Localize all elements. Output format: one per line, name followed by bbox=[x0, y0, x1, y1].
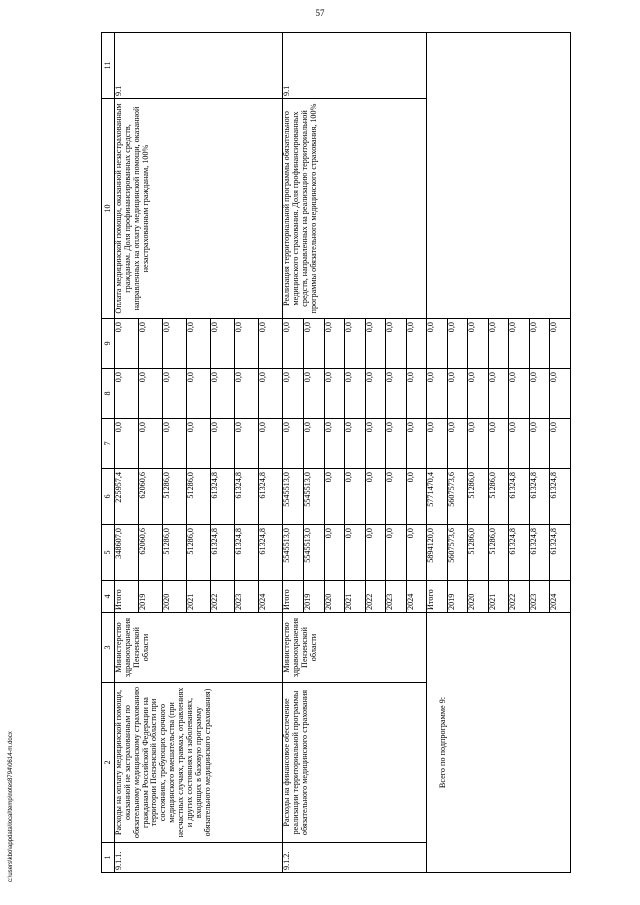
amount-cell: 0,0 bbox=[115, 419, 139, 469]
amount-cell: 5545513,0 bbox=[283, 469, 304, 525]
amount-cell: 0,0 bbox=[427, 369, 448, 419]
amount-cell: 0,0 bbox=[529, 419, 550, 469]
amount-cell: 61324,8 bbox=[550, 525, 571, 581]
amount-cell: 0,0 bbox=[139, 319, 163, 369]
amount-cell: 0,0 bbox=[303, 419, 324, 469]
amount-cell: 0,0 bbox=[529, 319, 550, 369]
measure-number: 9.1.2. bbox=[283, 843, 427, 873]
year-cell: 2019 bbox=[139, 581, 163, 613]
amount-cell: 5607573,6 bbox=[447, 525, 468, 581]
year-cell: 2020 bbox=[324, 581, 345, 613]
year-cell: Итого bbox=[283, 581, 304, 613]
amount-cell: 51286,0 bbox=[488, 525, 509, 581]
amount-cell: 0,0 bbox=[345, 369, 366, 419]
amount-cell: 0,0 bbox=[406, 525, 427, 581]
year-cell: Итого bbox=[115, 581, 139, 613]
amount-cell: 5545513,0 bbox=[303, 525, 324, 581]
amount-cell: 0,0 bbox=[529, 369, 550, 419]
amount-cell: 0,0 bbox=[386, 525, 407, 581]
header-row bbox=[102, 33, 115, 873]
amount-cell: 62060,6 bbox=[139, 469, 163, 525]
amount-cell: 0,0 bbox=[386, 419, 407, 469]
amount-cell: 5894120,0 bbox=[427, 525, 448, 581]
year-cell: 2019 bbox=[303, 581, 324, 613]
amount-cell: 0,0 bbox=[345, 419, 366, 469]
amount-cell: 0,0 bbox=[406, 369, 427, 419]
header-cell: 11 bbox=[102, 33, 115, 99]
amount-cell: 61324,8 bbox=[509, 469, 530, 525]
amount-cell: 348607,0 bbox=[115, 525, 139, 581]
amount-cell: 0,0 bbox=[427, 419, 448, 469]
amount-cell: 0,0 bbox=[211, 419, 235, 469]
file-path-footer: c:\users\kbo\appdata\local\temp\notes8794\0614-m.docx bbox=[8, 731, 14, 882]
amount-cell: 0,0 bbox=[447, 369, 468, 419]
amount-cell: 0,0 bbox=[365, 469, 386, 525]
amount-cell: 0,0 bbox=[509, 319, 530, 369]
amount-cell: 0,0 bbox=[283, 419, 304, 469]
amount-cell: 0,0 bbox=[550, 369, 571, 419]
table-body bbox=[115, 33, 571, 873]
header-cell: 4 bbox=[102, 581, 115, 613]
header-cell: 8 bbox=[102, 369, 115, 419]
year-cell: 2024 bbox=[259, 581, 283, 613]
amount-cell: 0,0 bbox=[235, 319, 259, 369]
amount-cell: 0,0 bbox=[139, 369, 163, 419]
amount-cell: 0,0 bbox=[115, 369, 139, 419]
amount-cell: 0,0 bbox=[406, 469, 427, 525]
amount-cell: 51286,0 bbox=[187, 469, 211, 525]
amount-cell: 5771470,4 bbox=[427, 469, 448, 525]
amount-cell: 0,0 bbox=[324, 525, 345, 581]
header-cell: 1 bbox=[102, 843, 115, 873]
indicator-text: Реализация территориальной программы обязательного медицинского страхования. Доля профинансированных средств, направленных на реализацию территориальной программы обязательного медицинского страхования, 100% bbox=[283, 99, 427, 319]
year-cell: 2024 bbox=[406, 581, 427, 613]
year-cell: 2021 bbox=[345, 581, 366, 613]
amount-cell: 0,0 bbox=[509, 369, 530, 419]
amount-cell: 0,0 bbox=[187, 369, 211, 419]
year-cell: 2021 bbox=[187, 581, 211, 613]
amount-cell: 0,0 bbox=[324, 419, 345, 469]
amount-cell: 0,0 bbox=[259, 369, 283, 419]
amount-cell: 0,0 bbox=[488, 319, 509, 369]
indicator-code: 9.1 bbox=[115, 33, 283, 99]
executor: Министерство здравоохранения Пензенской области bbox=[283, 613, 427, 683]
amount-cell: 0,0 bbox=[163, 419, 187, 469]
page-number: 57 bbox=[315, 8, 325, 18]
amount-cell: 0,0 bbox=[406, 419, 427, 469]
amount-cell: 51286,0 bbox=[468, 525, 489, 581]
total-row bbox=[427, 33, 448, 873]
amount-cell: 0,0 bbox=[468, 419, 489, 469]
measure-number: 9.1.1. bbox=[115, 843, 283, 873]
measure-name: Расходы на оплату медицинской помощи, оказанной не застрахованным по обязательному медицинскому страхованию гражданам Российской Федерации на территории Пензенской области при состояниях, требующих срочного медицинского вмешательства (при несчастных случаях, травмах, отравлениях и других состояниях и заболеваниях, входящих в базовую программу обязательного медицинского страхования) bbox=[115, 683, 283, 843]
amount-cell: 61324,8 bbox=[259, 525, 283, 581]
amount-cell: 0,0 bbox=[283, 319, 304, 369]
amount-cell: 0,0 bbox=[365, 319, 386, 369]
amount-cell: 0,0 bbox=[345, 525, 366, 581]
amount-cell: 0,0 bbox=[115, 319, 139, 369]
indicator-text: Оплата медицинской помощи, оказанной незастрахованным гражданам. Доля профинансированных средств, направленных на оплату медицинской помощи, оказанной незастрахованным гражданам, 100% bbox=[115, 99, 283, 319]
year-cell: 2022 bbox=[509, 581, 530, 613]
amount-cell: 0,0 bbox=[259, 319, 283, 369]
year-cell: 2023 bbox=[529, 581, 550, 613]
amount-cell: 5545513,0 bbox=[283, 525, 304, 581]
header-cell: 2 bbox=[102, 683, 115, 843]
amount-cell: 61324,8 bbox=[235, 469, 259, 525]
year-cell: 2019 bbox=[447, 581, 468, 613]
year-cell: 2022 bbox=[211, 581, 235, 613]
amount-cell: 0,0 bbox=[303, 319, 324, 369]
amount-cell: 51286,0 bbox=[488, 469, 509, 525]
amount-cell: 0,0 bbox=[324, 319, 345, 369]
measure-name: Расходы на финансовое обеспечение реализации территориальной программы обязательного медицинского страхования bbox=[283, 683, 427, 843]
year-cell: 2024 bbox=[550, 581, 571, 613]
program-finance-table bbox=[101, 32, 571, 873]
amount-cell: 0,0 bbox=[283, 369, 304, 419]
amount-cell: 0,0 bbox=[447, 319, 468, 369]
amount-cell: 0,0 bbox=[509, 419, 530, 469]
amount-cell: 0,0 bbox=[386, 469, 407, 525]
amount-cell: 0,0 bbox=[488, 419, 509, 469]
amount-cell: 0,0 bbox=[386, 319, 407, 369]
amount-cell: 0,0 bbox=[365, 369, 386, 419]
amount-cell: 61324,8 bbox=[550, 469, 571, 525]
header-cell: 5 bbox=[102, 525, 115, 581]
header-cell: 6 bbox=[102, 469, 115, 525]
year-cell: 2023 bbox=[386, 581, 407, 613]
header-cell: 9 bbox=[102, 319, 115, 369]
year-cell: 2023 bbox=[235, 581, 259, 613]
amount-cell: 51286,0 bbox=[163, 525, 187, 581]
amount-cell: 0,0 bbox=[324, 369, 345, 419]
amount-cell: 61324,8 bbox=[211, 525, 235, 581]
amount-cell: 0,0 bbox=[163, 319, 187, 369]
amount-cell: 0,0 bbox=[345, 469, 366, 525]
executor: Министерство здравоохранения Пензенской области bbox=[115, 613, 283, 683]
amount-cell: 0,0 bbox=[211, 369, 235, 419]
table-row bbox=[115, 33, 139, 873]
amount-cell: 0,0 bbox=[406, 319, 427, 369]
amount-cell: 61324,8 bbox=[529, 525, 550, 581]
amount-cell: 61324,8 bbox=[509, 525, 530, 581]
amount-cell: 5607573,6 bbox=[447, 469, 468, 525]
total-label: Всего по подпрограмме 9: bbox=[427, 613, 571, 873]
amount-cell: 62060,6 bbox=[139, 525, 163, 581]
amount-cell: 0,0 bbox=[259, 419, 283, 469]
amount-cell: 0,0 bbox=[386, 369, 407, 419]
amount-cell: 0,0 bbox=[365, 525, 386, 581]
amount-cell: 0,0 bbox=[324, 469, 345, 525]
amount-cell: 0,0 bbox=[488, 369, 509, 419]
year-cell: 2021 bbox=[488, 581, 509, 613]
amount-cell: 0,0 bbox=[468, 319, 489, 369]
amount-cell: 0,0 bbox=[211, 319, 235, 369]
amount-cell: 0,0 bbox=[163, 369, 187, 419]
amount-cell: 0,0 bbox=[365, 419, 386, 469]
year-cell: Итого bbox=[427, 581, 448, 613]
year-cell: 2022 bbox=[365, 581, 386, 613]
rotated-table-container bbox=[101, 33, 571, 873]
year-cell: 2020 bbox=[468, 581, 489, 613]
header-cell: 3 bbox=[102, 613, 115, 683]
amount-cell: 0,0 bbox=[427, 319, 448, 369]
header-cell: 7 bbox=[102, 419, 115, 469]
amount-cell: 5545513,0 bbox=[303, 469, 324, 525]
amount-cell: 61324,8 bbox=[235, 525, 259, 581]
amount-cell: 0,0 bbox=[447, 419, 468, 469]
amount-cell: 51286,0 bbox=[187, 525, 211, 581]
indicator-code: 9.1 bbox=[283, 33, 427, 99]
amount-cell: 0,0 bbox=[303, 369, 324, 419]
amount-cell: 61324,8 bbox=[529, 469, 550, 525]
empty-cell bbox=[427, 33, 571, 319]
amount-cell: 0,0 bbox=[550, 319, 571, 369]
year-cell: 2020 bbox=[163, 581, 187, 613]
amount-cell: 0,0 bbox=[235, 419, 259, 469]
amount-cell: 51286,0 bbox=[468, 469, 489, 525]
amount-cell: 0,0 bbox=[187, 319, 211, 369]
amount-cell: 0,0 bbox=[139, 419, 163, 469]
amount-cell: 225957,4 bbox=[115, 469, 139, 525]
amount-cell: 0,0 bbox=[235, 369, 259, 419]
amount-cell: 51286,0 bbox=[163, 469, 187, 525]
amount-cell: 0,0 bbox=[468, 369, 489, 419]
amount-cell: 0,0 bbox=[345, 319, 366, 369]
amount-cell: 61324,8 bbox=[259, 469, 283, 525]
amount-cell: 61324,8 bbox=[211, 469, 235, 525]
amount-cell: 0,0 bbox=[550, 419, 571, 469]
header-cell: 10 bbox=[102, 99, 115, 319]
amount-cell: 0,0 bbox=[187, 419, 211, 469]
table-row bbox=[283, 33, 304, 873]
